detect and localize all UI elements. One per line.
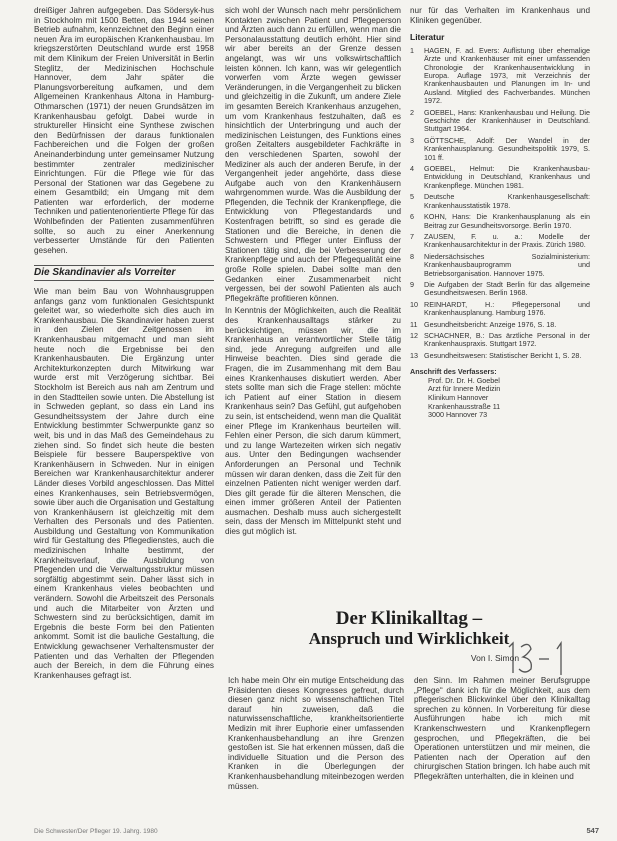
literature-number: 2 — [410, 107, 414, 117]
literature-text: REINHARDT, H.: Pflegepersonal und Krankenhausplanung. Hamburg 1976. — [424, 299, 590, 318]
section-heading: Die Skandinavier als Vorreiter — [34, 265, 214, 281]
literature-number: 4 — [410, 164, 414, 174]
literature-text: KOHN, Hans: Die Krankenhausplanung als ein Beitrag zur Gesundheitsvorsorge. Berlin 1970. — [424, 212, 590, 230]
literature-list — [410, 47, 590, 360]
literature-item — [410, 321, 590, 329]
literature-text: Deutsche Krankenhausgesellschaft: Krankenhausstatistik 1978. — [424, 192, 590, 210]
paragraph: Wie man beim Bau von Wohnhausgruppen anfangs ganz vom funktionalen Gesichtspunkt geleitet war, so wiederholte sich dies auch im Krankenhausbau. Die Skandinavier haben zuerst in den Zielen der Zeitgenossen im Krankenhausbau mitgemacht und man sieht heute noch die Ergebnisse bei den Krankenhausbauten. Die Ergänzung unter Architekturkonzepten durch Mitwirkung war wurde erst mit Verzögerung sichtbar. Bei Stockholm ist Bereich aus nah am Zentrum und in den Stadtteilen sowie unten. Die Abstellung ist in Schweden geplant, so dass ein Land ins Gesundheitssystem der Jahre durch eine Entwicklung bestimmter Schwerpunkte ganz so weit, bis und in das Maß des Gemeindehaus zu ziehen sind. So findet sich heute die besten Beispiele für bessere Bauperspektive von Krankenhäusern in Schweden. Nur in einigen Bereichen war Krankenhausarchitektur anderer Länder dieses Vorbild angeschlossen. Das Mittel eines Krankenhauses, sein Betriebsvermögen, sowie über auch die Organisation und Gestaltung von Krankenhäusern ist gleichzeitig mit dem Verhalten des Personals und des Patienten. Ausbildung und Gestaltung von Kommunikation wird für Gestaltung des Pflegedienstes, auch die medizinischen Inhalte bestimmt, der Krankheitsverlauf, die Ausbildung von Pflegenden und die Verwaltungsstruktur müssen sorgfältig abgestimmt sein. Daher lässt sich in einem Krankenhaus vieles beobachten und verändern. Sowohl die Arbeitszeit des Personals und auch die Mitarbeiter von Ärzten und Schwestern sind zu berücksichtigen, damit im Ergebnis die beste Form bei den Patienten ankommt. Somit ist die bauliche Gestaltung, die Entwicklung gewachsener Verhaltensmuster der Patienten und das Verhalten der Pflegenden auch der Bereich, in dem die Führung eines Krankenhauses gefragt ist. — [34, 287, 214, 680]
paragraph: sich wohl der Wunsch nach mehr persönlichem Kontakten zwischen Patient und Pflegeperson und Ärzten auch dann zu erfüllen, wenn man die Personalausstattung deutlich erhöht. Hier sind wir aber bereits an der Grenze dessen angelangt, was wir uns volkswirtschaftlich leisten können. Ich kann, was wir gelegentlich vorwerfen vom Ärzte wegen gewisser Veränderungen, in die Vergangenheit zu blicken und gleichzeitig in die Zukunft, um andere Ziele im gesamten Bereich Krankenhaus anzugehen, um vom Krankenhaus festzuhalten, daß es hinsichtlich der Unterbringung und auch der medizinischen Leistungen, des Funktions eines großen Zeitalters ausgebildeter Fachkräfte in den verschiedenen Sparten, sowohl der Mediziner als auch der anderen Berufe, in der Vergangenheit jeder angehörte, dass diese Aufgabe auch von den Krankenhäusern wahrgenommen wurde. Was die Ausbildung der Pflegenden, die Technik der Krankenpflege, die Entwicklung von Pflegestandards und Kostenfragen betrifft, so sind es gerade die Stationen und die Bereiche, in denen die Schwestern und Pfleger unter Einfluss der Stationen tätig sind, die bei Verbesserung der Krankenpflege und auch der Pflegequalität eine große Rolle spielen. Dabei sollte man den Gedanken einer Zusammenarbeit nicht vergessen, bei der sowohl Patienten als auch Pflegekräfte profitieren können. — [225, 6, 401, 303]
literature-item — [410, 193, 590, 210]
article-author: Von I. Simon — [470, 653, 520, 663]
article-column-1: Ich habe mein Ohr ein mutige Entscheidung das Präsidenten dieses Kongresses gefreut, durch diesen ganz nicht so wissenschaftlichen Titel darauf hin zuweisen, daß die naturwissenschaftliche, krankheitsorientierte Medizin mit ihrer Euphorie einer umfassenden Krankenhausbehandlung an ihre Grenzen gestoßen ist. Sie hat erkennen müssen, daß die individuelle Situation und die Person des Kranken in die Überlegungen der Krankenhausbehandlung miteinbezogen werden müssen. — [228, 676, 404, 791]
page-number: 547 — [586, 826, 599, 835]
literature-item — [410, 165, 590, 190]
author-address — [410, 368, 590, 420]
literature-text: GÖTTSCHE, Adolf: Der Wandel in der Krankenhausplanung. Gesundheitspolitik 1979, S. 101 ff. — [424, 135, 590, 162]
paragraph: nur für das Verhalten im Krankenhaus und Kliniken gegenüber. — [410, 6, 590, 25]
literature-text: SCHACHNER, B.: Das ärztliche Personal in der Krankenhauspraxis. Stuttgart 1972. — [424, 330, 590, 349]
literature-number: 6 — [410, 212, 414, 222]
literature-text: Gesundheitswesen: Statistischer Bericht 1, S. 28. — [424, 350, 582, 360]
address-lines — [410, 377, 590, 420]
literature-text: Gesundheitsbericht: Anzeige 1976, S. 18. — [424, 319, 557, 329]
literature-item — [410, 281, 590, 298]
address-line: Arzt für Innere Medizin — [428, 384, 501, 394]
literature-number: 5 — [410, 192, 414, 202]
article-column-2: den Sinn. Im Rahmen meiner Berufsgruppe „Pflege“ dank ich für die Möglichkeit, aus dem pflegerischen Blickwinkel über den Klinikalltag sprechen zu können. In Vorbereitung für diese Ausführungen habe ich mich mit Krankenschwestern und Krankenpflegern gesprochen, und Pflegekräften, die bei Operationen unterstützen und mir meinen, die Patienten nach der Operation auf den chirurgischen Station bringen. Ich habe auch mit Pflegekräften unterhalten, die in kleinen und — [414, 676, 590, 781]
paragraph: In Kenntnis der Möglichkeiten, auch die Realität des Krankenhausalltags stärker zu berücksichtigen, müssen wir, die im Krankenhaus an verantwortlicher Stelle tätig sind, jede Anregung aufgreifen und alle Hinweise beachten. Dies sind gerade die Fragen, die im Zusammenhang mit dem Bau eines Krankenhauses diskutiert werden. Aber stets sollte man sich die Frage stellen: möchte ich Patient auf einer Station in diesem Krankenhaus sein? Das Gefühl, gut aufgehoben zu sein, ist entscheidend, wenn man die Qualität einer Pflege im Krankenhaus beurteilen will. Fehlen einer Person, die sich darum kümmert, und zu lange Wartezeiten wirken sich negativ aus. Unter den Bedingungen wachsender Anforderungen an Personal und Technik müssen wir daran denken, dass die Zeit für den einzelnen Patienten nicht weniger werden darf. Dies gilt gerade für die älteren Menschen, die einen immer größeren Anteil der Patienten ausmachen. Deshalb muss auch sichergestellt sein, dass der Mensch im Mittelpunkt steht und dies gut möglich ist. — [225, 306, 401, 537]
literature-number: 9 — [410, 279, 414, 289]
literature-item — [410, 109, 590, 134]
paragraph: dreißiger Jahren aufgegeben. Das Södersyk-hus in Stockholm mit 1500 Betten, das 1944 seinen Betrieb aufnahm, kennzeichnet den Beginn einer neuen Ära im europäischen Krankenhausbau. Im kriegszerstörten Deutschland wurde erst 1958 mit dem Klinikum der Freien Universität in Berlin Steglitz, der Medizinischen Hochschule Hannover, dem Jahr später die Planungsvorbereitung aufkamen, und dem Allgemeinen Krankenhaus Altona in Hamburg-Othmarschen (1971) der neuen Grundsätzen im Krankenhausbau gefolgt. Dabei wurde in struktureller Hinsicht eine Synthese zwischen den Bedürfnissen der daraus funktionalen Fachbereichen und die Folgen der großen Aneinanderbindung unter gemeinsamer Nutzung bestimmter zentraler medizinischer Einrichtungen. Für die Pflege wie für das Personal der Stationen war das Gegebene zu einem Gesamtbild; ein Umgang mit dem Patienten war erforderlich, der moderne Techniken und patientenorientierte Pflege für das Wohlbefinden der Patienten zusammenführen sollte, so auch zu einer Anerkennung verbesserter Umstände für den Patienten gesehen. — [34, 6, 214, 255]
literature-item — [410, 233, 590, 250]
literature-text: HAGEN, F. ad. Evers: Auflistung über ehemalige Ärzte und Krankenhäuser mit einer umfassenden Chronologie der Krankenhausentwicklung in Europa. Auflage 1973, mit Verzeichnis der Krankenhausbauten und Planungen im In- und Ausland. Mitglied des Fachverbandes. München 1972. — [424, 45, 590, 106]
literature-text: GOEBEL, Helmut: Die Krankenhausbau-Entwicklung in Deutschland, Krankenhaus und Krankenpflege. München 1981. — [424, 164, 590, 190]
literature-number: 8 — [410, 251, 414, 261]
literature-text: ZAUSEN, F. u. a.: Modelle der Krankenhausarchitektur in der Praxis. Zürich 1980. — [424, 231, 590, 250]
literature-item — [410, 253, 590, 278]
title-line-2: Anspruch und Wirklichkeit — [308, 629, 510, 648]
literature-item — [410, 301, 590, 318]
address-line: 3000 Hannover 73 — [428, 410, 488, 420]
text-column-1 — [34, 6, 214, 816]
address-line: Klinikum Hannover — [428, 392, 489, 402]
literature-number: 12 — [410, 330, 418, 340]
literature-number: 1 — [410, 45, 414, 55]
literature-item — [410, 213, 590, 230]
literature-text: GOEBEL, Hans: Krankenhausbau und Heilung. Die Geschichte der Krankenhäuser in Deutschland. Stuttgart 1964. — [424, 107, 590, 134]
literature-item — [410, 332, 590, 349]
address-line: Krankenhausstraße 11 — [428, 401, 501, 411]
literature-text: Niedersächsisches Sozialministerium: Krankenhausbauprogramm und Betriebsorganisation. Hannover 1975. — [424, 251, 590, 278]
literature-number: 11 — [410, 319, 418, 329]
literature-text: Die Aufgaben der Stadt Berlin für das allgemeine Gesundheitswesen. Berlin 1968. — [424, 279, 590, 298]
literature-number: 7 — [410, 231, 414, 241]
title-line-1: Der Klinikalltag – — [335, 608, 483, 629]
address-line: Prof. Dr. Dr. H. Goebel — [428, 375, 500, 385]
literature-item — [410, 47, 590, 106]
literature-item — [410, 137, 590, 162]
footer-source: Die Schwester/Der Pfleger 19. Jahrg. 1980 — [34, 828, 158, 835]
address-label: Anschrift des Verfassers: — [410, 367, 497, 377]
text-column-3 — [410, 6, 590, 566]
literature-item — [410, 352, 590, 360]
literature-number: 13 — [410, 350, 418, 360]
literature-number: 3 — [410, 135, 414, 145]
literature-number: 10 — [410, 299, 418, 309]
literature-heading: Literatur — [410, 32, 445, 43]
